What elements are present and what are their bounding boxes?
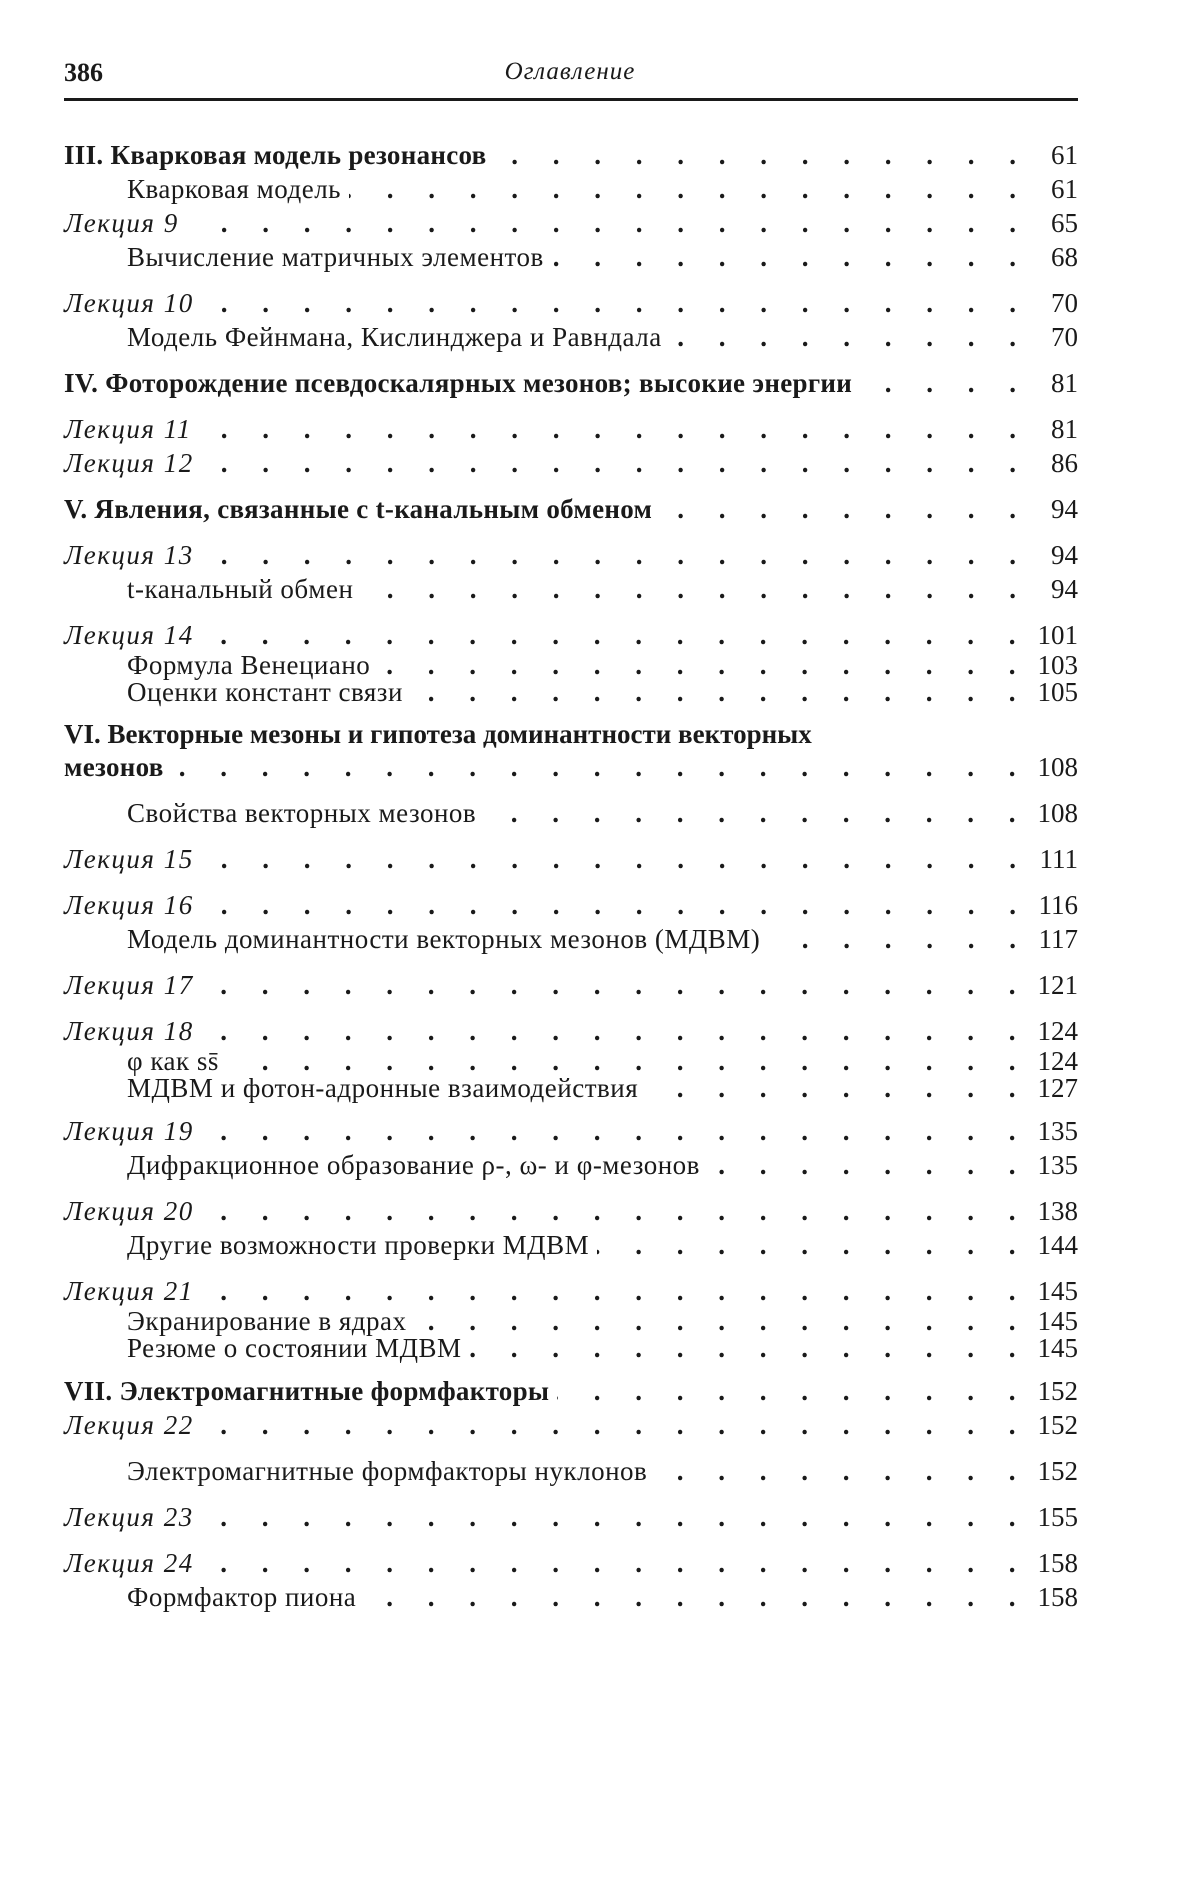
dot-leader xyxy=(378,652,1029,679)
toc-page-number: 101 xyxy=(1037,620,1078,650)
toc-lecture xyxy=(64,842,1078,876)
dot-leader xyxy=(202,538,1030,572)
toc-page-number: 111 xyxy=(1039,844,1078,874)
toc-page-number: 81 xyxy=(1051,368,1078,398)
toc-chapter xyxy=(64,718,1078,784)
toc-lecture xyxy=(64,538,1078,572)
toc-entry-label: Лекция 22 xyxy=(64,1410,194,1440)
toc-lecture xyxy=(64,1114,1078,1148)
toc-section xyxy=(64,1580,1078,1614)
toc-page-number: 70 xyxy=(1051,288,1078,318)
toc-entry-label: Лекция 17 xyxy=(64,970,194,1000)
toc-entry-label: IV. Фоторождение псевдоскалярных мезонов; высокие энергии xyxy=(64,368,853,398)
toc-entry-label: Оценки констант связи xyxy=(127,677,403,707)
dot-leader xyxy=(200,412,1030,446)
toc-lecture xyxy=(64,1194,1078,1228)
toc-page-number: 103 xyxy=(1037,650,1078,680)
toc-page-number: 81 xyxy=(1051,414,1078,444)
toc-page-number: 94 xyxy=(1051,540,1078,570)
dot-leader xyxy=(227,1048,1030,1075)
toc-entry-label: Лекция 11 xyxy=(64,414,192,444)
dot-leader xyxy=(202,1408,1030,1442)
toc-page-number: 135 xyxy=(1037,1150,1078,1180)
toc-entry-label: мезонов xyxy=(64,752,164,782)
toc-page-number: 70 xyxy=(1051,322,1078,352)
dot-leader xyxy=(361,572,1030,606)
toc-lecture xyxy=(64,1274,1078,1308)
toc-lecture xyxy=(64,888,1078,922)
toc-entry-label: Другие возможности проверки МДВМ xyxy=(127,1230,590,1260)
dot-leader xyxy=(202,1500,1030,1534)
dot-leader xyxy=(660,492,1030,526)
toc-page-number: 152 xyxy=(1037,1376,1078,1406)
dot-leader xyxy=(202,286,1030,320)
toc-entry-label: Лекция 16 xyxy=(64,890,194,920)
toc-page-number: 65 xyxy=(1051,208,1078,238)
toc-page-number: 117 xyxy=(1038,924,1078,954)
toc-chapter-title-line: VI. Векторные мезоны и гипотеза доминантности векторных xyxy=(64,719,812,749)
dot-leader xyxy=(495,138,1030,172)
table-of-contents xyxy=(64,138,1078,1614)
toc-entry-label: Дифракционное образование ρ-, ω- и φ-мезонов xyxy=(127,1150,700,1180)
toc-lecture xyxy=(64,206,1078,240)
toc-entry-label: Лекция 18 xyxy=(64,1016,194,1046)
toc-page-number: 105 xyxy=(1037,677,1078,707)
toc-entry-label: Лекция 14 xyxy=(64,620,194,650)
toc-section xyxy=(64,572,1078,606)
dot-leader xyxy=(202,1114,1030,1148)
toc-section xyxy=(64,1075,1078,1102)
dot-leader xyxy=(202,618,1030,652)
toc-section xyxy=(64,240,1078,274)
toc-section xyxy=(64,652,1078,679)
toc-page-number: 61 xyxy=(1051,140,1078,170)
toc-page-number: 152 xyxy=(1037,1410,1078,1440)
toc-entry-label: t-канальный обмен xyxy=(127,574,354,604)
toc-chapter xyxy=(64,492,1078,526)
dot-leader xyxy=(202,1546,1030,1580)
toc-entry-label: Формула Венециано xyxy=(127,650,371,680)
toc-page-number: 158 xyxy=(1037,1548,1078,1578)
toc-entry-label: φ как ss̄ xyxy=(127,1046,219,1076)
toc-section xyxy=(64,1228,1078,1262)
dot-leader xyxy=(597,1228,1029,1262)
dot-leader xyxy=(202,968,1030,1002)
toc-page-number: 144 xyxy=(1037,1230,1078,1260)
toc-lecture xyxy=(64,618,1078,652)
toc-entry-label: Лекция 15 xyxy=(64,844,194,874)
toc-page-number: 108 xyxy=(1037,752,1078,782)
toc-lecture xyxy=(64,286,1078,320)
toc-entry-label: Электромагнитные формфакторы нуклонов xyxy=(127,1456,648,1486)
toc-page-number: 124 xyxy=(1037,1016,1078,1046)
toc-entry-label: Резюме о состоянии МДВМ xyxy=(127,1333,462,1363)
header-rule xyxy=(64,98,1078,101)
toc-page-number: 158 xyxy=(1037,1582,1078,1612)
dot-leader xyxy=(655,1454,1029,1488)
toc-lecture xyxy=(64,412,1078,446)
toc-page-number: 116 xyxy=(1038,890,1078,920)
dot-leader xyxy=(768,922,1030,956)
toc-chapter xyxy=(64,366,1078,400)
toc-entry-label: Свойства векторных мезонов xyxy=(127,798,477,828)
dot-leader xyxy=(484,796,1029,830)
toc-entry-label: III. Кварковая модель резонансов xyxy=(64,140,487,170)
toc-page-number: 108 xyxy=(1037,798,1078,828)
toc-page-number: 138 xyxy=(1037,1196,1078,1226)
toc-lecture xyxy=(64,1014,1078,1048)
dot-leader xyxy=(202,842,1030,876)
dot-leader xyxy=(172,750,1030,784)
toc-entry-label: Модель Фейнмана, Кислинджера и Равндала xyxy=(127,322,662,352)
dot-leader xyxy=(411,679,1030,706)
toc-lecture xyxy=(64,1408,1078,1442)
dot-leader xyxy=(202,446,1030,480)
toc-page-number: 127 xyxy=(1037,1073,1078,1103)
toc-page-number: 68 xyxy=(1051,242,1078,272)
dot-leader xyxy=(187,206,1030,240)
running-title: Оглавление xyxy=(504,58,636,85)
toc-entry-label: Лекция 20 xyxy=(64,1196,194,1226)
toc-entry-label: Кварковая модель xyxy=(127,174,341,204)
toc-entry-label: Экранирование в ядрах xyxy=(127,1306,407,1336)
toc-section xyxy=(64,1335,1078,1362)
dot-leader xyxy=(414,1308,1029,1335)
toc-entry-label: Лекция 10 xyxy=(64,288,194,318)
toc-page-number: 94 xyxy=(1051,494,1078,524)
dot-leader xyxy=(349,172,1030,206)
dot-leader xyxy=(646,1075,1029,1102)
dot-leader xyxy=(202,888,1030,922)
dot-leader xyxy=(860,366,1030,400)
toc-page-number: 145 xyxy=(1037,1306,1078,1336)
toc-page-number: 155 xyxy=(1037,1502,1078,1532)
toc-section xyxy=(64,172,1078,206)
toc-lecture xyxy=(64,968,1078,1002)
toc-entry-label: Лекция 23 xyxy=(64,1502,194,1532)
toc-entry-label: Лекция 24 xyxy=(64,1548,194,1578)
toc-entry-label: Лекция 13 xyxy=(64,540,194,570)
dot-leader xyxy=(202,1274,1030,1308)
dot-leader xyxy=(202,1194,1030,1228)
toc-page-number: 145 xyxy=(1037,1333,1078,1363)
toc-entry-label: Вычисление матричных элементов xyxy=(127,242,544,272)
dot-leader xyxy=(202,1014,1030,1048)
toc-chapter xyxy=(64,138,1078,172)
toc-entry-label: МДВМ и фотон-адронные взаимодействия xyxy=(127,1073,639,1103)
toc-entry-label: Формфактор пиона xyxy=(127,1582,357,1612)
toc-lecture xyxy=(64,1500,1078,1534)
toc-section xyxy=(64,1454,1078,1488)
toc-entry xyxy=(64,750,1078,784)
toc-section xyxy=(64,1048,1078,1075)
toc-entry-label: Лекция 21 xyxy=(64,1276,194,1306)
toc-page-number: 124 xyxy=(1037,1046,1078,1076)
toc-page-number: 145 xyxy=(1037,1276,1078,1306)
toc-page-number: 135 xyxy=(1037,1116,1078,1146)
dot-leader xyxy=(670,320,1030,354)
dot-leader xyxy=(708,1148,1030,1182)
toc-chapter xyxy=(64,1374,1078,1408)
toc-entry-label: Лекция 12 xyxy=(64,448,194,478)
page-number: 386 xyxy=(64,58,103,87)
toc-section xyxy=(64,320,1078,354)
dot-leader xyxy=(557,1374,1029,1408)
toc-section xyxy=(64,1148,1078,1182)
dot-leader xyxy=(552,240,1030,274)
page-header xyxy=(64,58,1076,102)
toc-entry-label: Лекция 9 xyxy=(64,208,179,238)
toc-section xyxy=(64,922,1078,956)
toc-entry-label: Лекция 19 xyxy=(64,1116,194,1146)
toc-entry-label: VII. Электромагнитные формфакторы xyxy=(64,1376,550,1406)
toc-page-number: 61 xyxy=(1051,174,1078,204)
toc-page-number: 152 xyxy=(1037,1456,1078,1486)
toc-lecture xyxy=(64,1546,1078,1580)
toc-lecture xyxy=(64,446,1078,480)
dot-leader xyxy=(470,1335,1030,1362)
toc-page-number: 121 xyxy=(1037,970,1078,1000)
toc-page-number: 94 xyxy=(1051,574,1078,604)
toc-section xyxy=(64,796,1078,830)
toc-section xyxy=(64,679,1078,706)
toc-entry-label: Модель доминантности векторных мезонов (МДВМ) xyxy=(127,924,761,954)
toc-entry-label: V. Явления, связанные с t-канальным обменом xyxy=(64,494,653,524)
dot-leader xyxy=(364,1580,1029,1614)
toc-section xyxy=(64,1308,1078,1335)
toc-page-number: 86 xyxy=(1051,448,1078,478)
